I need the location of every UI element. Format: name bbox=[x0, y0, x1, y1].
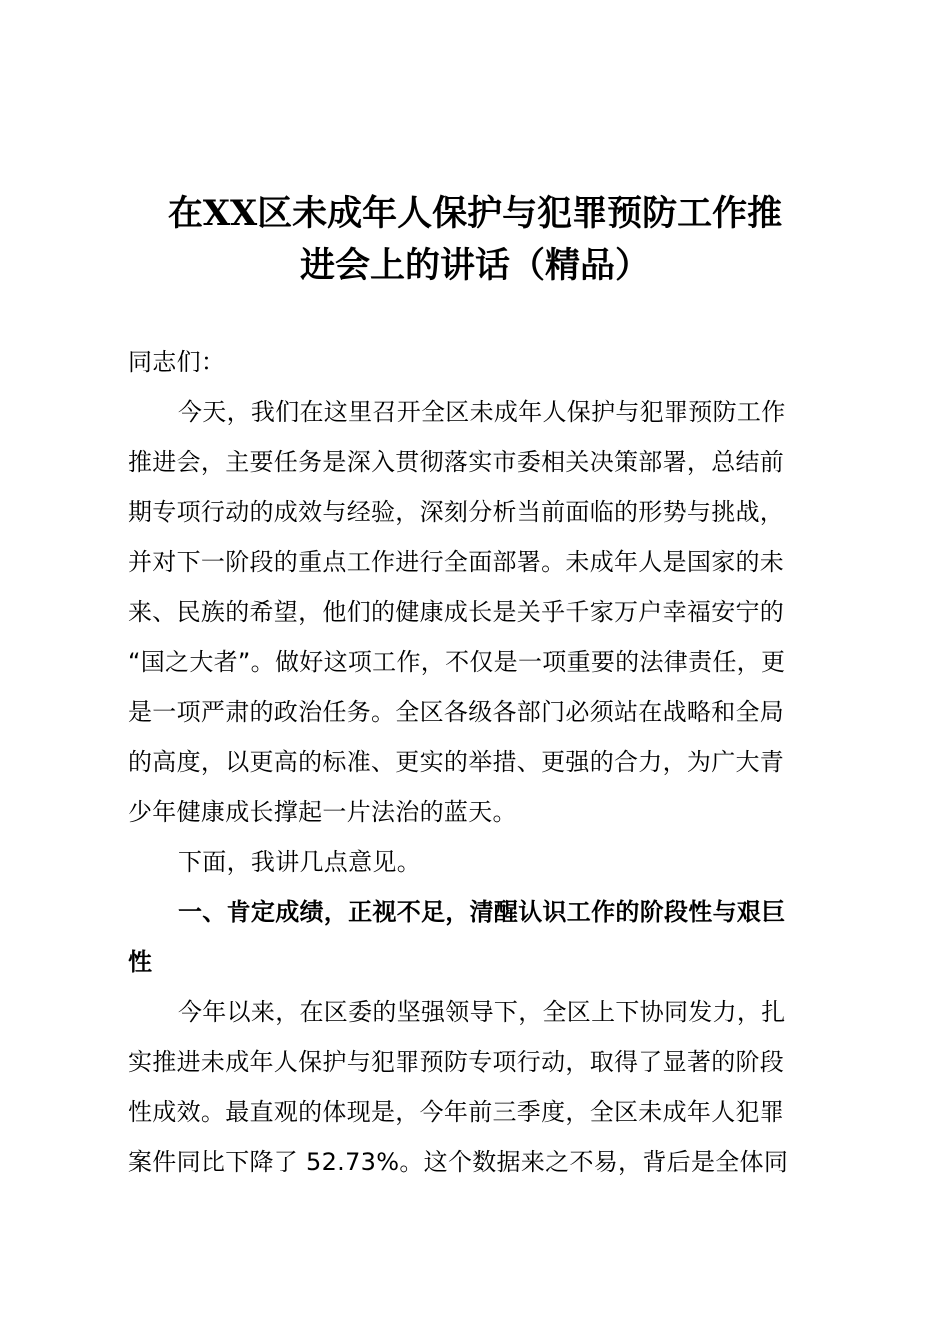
paragraph-transition bbox=[128, 837, 828, 887]
text-line: 推进会，主要任务是深入贯彻落实市委相关决策部署，总结前 bbox=[128, 448, 785, 476]
text-line: 案件同比下降了 52.73%。这个数据来之不易，背后是全体同 bbox=[128, 1148, 789, 1176]
text-line: 下面，我讲几点意见。 bbox=[178, 848, 421, 876]
paragraph-achievements bbox=[128, 987, 828, 1187]
salutation: 同志们： bbox=[128, 348, 226, 376]
text-line: 少年健康成长撑起一片法治的蓝天。 bbox=[128, 798, 517, 826]
paragraph-intro bbox=[128, 387, 828, 837]
text-line: 是一项严肃的政治任务。全区各级各部门必须站在战略和全局 bbox=[128, 698, 785, 726]
heading-line: 性 bbox=[128, 948, 153, 976]
text-line: “国之大者”。做好这项工作，不仅是一项重要的法律责任，更 bbox=[128, 648, 786, 676]
title-line: 在XX区未成年人保护与犯罪预防工作推 bbox=[167, 193, 783, 234]
text-line: 实推进未成年人保护与犯罪预防专项行动，取得了显著的阶段 bbox=[128, 1048, 785, 1076]
text-line: 来、民族的希望，他们的健康成长是关乎千家万户幸福安宁的 bbox=[128, 598, 785, 626]
title-line: 进会上的讲话（精品） bbox=[299, 245, 650, 286]
text-line: 的高度，以更高的标准、更实的举措、更强的合力，为广大青 bbox=[128, 748, 785, 776]
text-line: 并对下一阶段的重点工作进行全面部署。未成年人是国家的未 bbox=[128, 548, 785, 576]
text-line: 期专项行动的成效与经验，深刻分析当前面临的形势与挑战， bbox=[128, 498, 785, 526]
heading-line: 一、肯定成绩，正视不足，清醒认识工作的阶段性与艰巨 bbox=[178, 898, 786, 926]
section-heading-1 bbox=[128, 887, 828, 987]
document-body bbox=[128, 337, 828, 1187]
text-line: 性成效。最直观的体现是，今年前三季度，全区未成年人犯罪 bbox=[128, 1098, 785, 1126]
document-title bbox=[0, 188, 950, 292]
text-line: 今年以来，在区委的坚强领导下，全区上下协同发力，扎 bbox=[178, 998, 786, 1026]
text-line: 今天，我们在这里召开全区未成年人保护与犯罪预防工作 bbox=[178, 398, 786, 426]
